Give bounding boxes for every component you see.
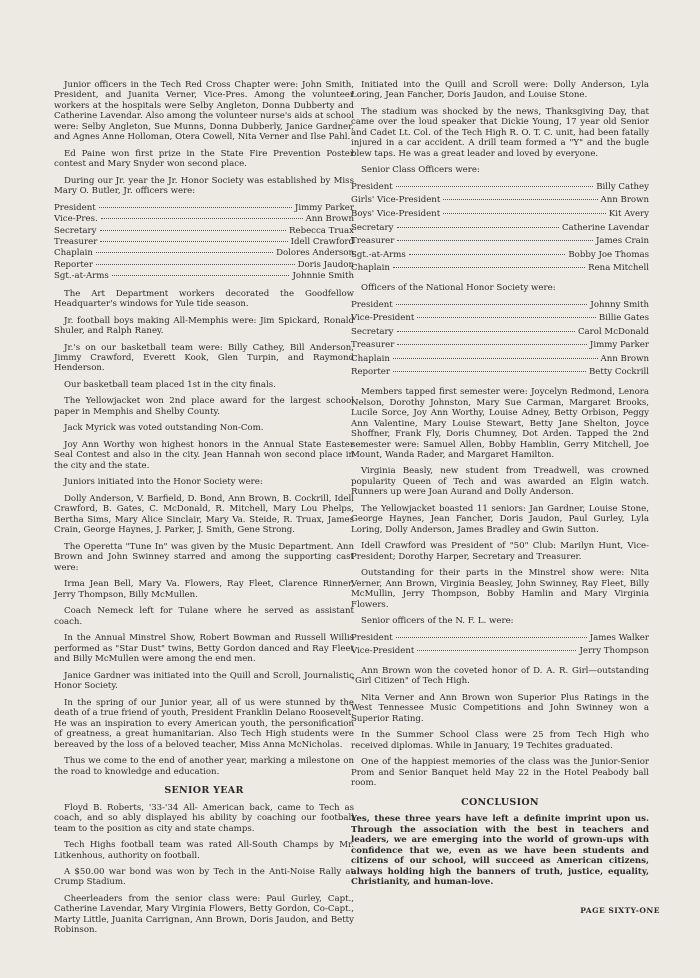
officer-name: Jimmy Parker (294, 202, 354, 213)
officer-row (54, 260, 354, 271)
officer-role: President (351, 299, 393, 310)
officer-row (351, 646, 649, 660)
paragraph-stadium: The stadium was shocked by the news, Thanksgiving Day, that came over the loud speaker that Dickie Young, 17 year old Senior and Cadet Lt. Col. of the Tech High R. O. T. C. unit, had been fatally injured in a car accident. A drill team formed a "Y" and the bugle blew taps. He was a great leader and loved by everyone. (351, 106, 649, 159)
paragraph-minstrel-outstanding: Outstanding for their parts in the Minstrel show were: Nita Verner, Ann Brown, Virginia Beasley, John Swinney, Ray Fleet, Billy McMullin, Jerry Thompson, Bobby Hamlin and Mary Virginia Flowers. (351, 568, 649, 610)
dotted-leader (396, 186, 594, 187)
officer-role: Sgt.-at-Arms (54, 271, 109, 282)
paragraph-gardner: Janice Gardner was initiated into the Quill and Scroll, Journalistic Honor Society. (54, 670, 354, 692)
officer-row (351, 367, 649, 381)
paragraph-senior-officers: Senior Class Officers were: (361, 165, 480, 176)
paragraph-cast: Irma Jean Bell, Mary Va. Flowers, Ray Fleet, Clarence Rinner, Jerry Thompson, Billy McMullen. (54, 579, 354, 600)
officer-row (351, 313, 649, 327)
officer-name: Billie Gates (598, 313, 649, 324)
dotted-leader (397, 240, 593, 241)
paragraph-fire-prevention: Ed Paine won first prize in the State Fire Prevention Poster contest and Mary Snyder won second place. (54, 148, 354, 170)
officer-row (351, 209, 649, 223)
dotted-leader (443, 199, 597, 200)
officer-role: Vice-Pres. (54, 214, 98, 225)
officer-row (351, 250, 649, 264)
officer-role: Chaplain (351, 353, 390, 364)
paragraph-war-bond: A $50.00 war bond was won by Tech in the Anti-Noise Rally at Crump Stadium. (54, 866, 354, 888)
paragraph-juniors-initiated: Juniors initiated into the Honor Society were: (64, 477, 263, 488)
paragraph-nemeck: Coach Nemeck left for Tulane where he served as assistant coach. (54, 606, 354, 627)
dotted-leader (443, 213, 606, 214)
officer-role: Chaplain (351, 263, 390, 274)
officer-role: Vice-President (351, 646, 415, 657)
paragraph-yellowjacket-seniors: The Yellowjacket boasted 11 seniors: Jan Gardner, Louise Stone, George Haynes, Jean Fancher, Doris Jaudon, Paul Gurley, Lyla Loring, Dolly Anderson, James Bradley and Gwin Sutton. (351, 503, 649, 535)
paragraph-superior: Nita Verner and Ann Brown won Superior Plus Ratings in the West Tennessee Music Competitions and John Swinney won a Superior Rating. (351, 692, 649, 724)
dotted-leader (417, 650, 576, 651)
officer-name: Billy Cathey (596, 181, 649, 192)
dotted-leader (101, 218, 303, 219)
dotted-leader (397, 227, 559, 228)
officer-role: Secretary (351, 326, 394, 337)
paragraph-beasly: Virginia Beasly, new student from Treadwell, was crowned popularity Queen of Tech and was awarded an Elgin watch. Runners up were Joan Aurand and Dolly Anderson. (351, 466, 649, 498)
officer-row (351, 633, 649, 647)
dotted-leader (397, 344, 587, 345)
officer-row (351, 300, 649, 314)
paragraph-honor-names: Dolly Anderson, V. Barfield, D. Bond, Ann Brown, B. Cockrill, Idell Crawford, B. Gates, C. McDonald, R. Mitchell, Mary Lou Phelps, Bertha Sims, Mary Alice Sinclair, Mary Va. Steide, R. Truax, James Crain, George Haynes, J. Parker, J. Smith, Gene Strong. (54, 493, 354, 536)
dotted-leader (397, 331, 575, 332)
officer-name: Dolores Anderson (276, 248, 354, 259)
officer-name: Doris Jaudon (297, 259, 354, 270)
paragraph-worthy: Joy Ann Worthy won highest honors in the Annual State Easter Seal Contest and also in the city. Jean Hannah won second place in the city and the state. (54, 439, 354, 471)
paragraph-cheerleaders: Cheerleaders from the senior class were: Paul Gurley, Capt., Catherine Lavendar, Mary Virginia Flowers, Betty Gordon, Co-Capt., Marty Little, Juanita Carrignan, Ann Brown, Doris Jaudon, and Betty Robinson. (54, 893, 354, 936)
paragraph-nhs-officers: Officers of the National Honor Society were: (361, 283, 556, 294)
officer-row (54, 226, 354, 237)
jr-honor-officers-list (54, 203, 354, 283)
dotted-leader (100, 230, 286, 231)
paragraph-jr-honor: During our Jr. year the Jr. Honor Society was established by Miss Mary O. Butler, Jr. officers were: (54, 175, 354, 197)
officer-name: Betty Cockrill (588, 367, 649, 378)
paragraph-football-boys: Jr. football boys making All-Memphis were: Jim Spickard, Ronald Shuler, and Ralph Raney. (54, 315, 354, 337)
dotted-leader (96, 264, 295, 265)
officer-role: Treasurer (351, 340, 395, 351)
officer-row (351, 182, 649, 196)
officer-name: Rena Mitchell (588, 263, 649, 274)
paragraph-art: The Art Department workers decorated the Goodfellow Headquarter's windows for Yule tide season. (54, 288, 354, 310)
officer-row (54, 237, 354, 248)
officer-name: Rebecca Truax (289, 225, 354, 236)
officer-name: Ann Brown (305, 214, 354, 225)
officer-role: Reporter (54, 259, 93, 270)
officer-row (54, 203, 354, 214)
officer-name: Carol McDonald (577, 326, 649, 337)
heading-conclusion: CONCLUSION (461, 796, 539, 808)
paragraph-prom: One of the happiest memories of the class was the Junior-Senior Prom and Senior Banquet held May 22 in the Hotel Peabody ball room. (351, 757, 649, 789)
paragraph-myrick: Jack Myrick was voted outstanding Non-Com. (64, 423, 264, 434)
officer-role: Boys' Vice-President (351, 209, 441, 220)
officer-name: Kit Avery (608, 209, 649, 220)
dotted-leader (396, 637, 587, 638)
officer-name: James Walker (589, 632, 649, 643)
officer-name: James Crain (595, 236, 649, 247)
paragraph-basketball-placed: Our basketball team placed 1st in the city finals. (64, 379, 276, 390)
dotted-leader (100, 241, 287, 242)
paragraph-members-tapped: Members tapped first semester were: Joycelyn Redmond, Lenora Nelson, Dorothy Johnston, Mary Sue Carman, Margaret Brooks, Lucile Sorce, Joy Ann Worthy, Louise Adney, Betty Orbison, Peggy Ann Valentine, Mary Louise Stewart, Betty Jane Shelton, Joyce Shoffner, Frank Fly, Doris Chumney, Dot Arden. Tapped the 2nd semester were: Samuel Allen, Bobby Hamblin, Gerry Mitchell, Joe Mount, Wanda Rader, and Margaret Hamilton. (351, 387, 649, 460)
dotted-leader (99, 207, 292, 208)
officer-row (54, 248, 354, 259)
officer-role: Treasurer (351, 236, 395, 247)
right-column (351, 80, 649, 894)
paragraph-dar: Ann Brown won the coveted honor of D. A. R. Girl—outstanding "Girl Citizen" of Tech High. (351, 665, 649, 687)
officer-row (351, 195, 649, 209)
officer-name: Jerry Thompson (579, 646, 649, 657)
page-number: PAGE SIXTY-ONE (580, 906, 660, 915)
officer-role: Chaplain (54, 248, 93, 259)
officer-name: Ann Brown (600, 353, 649, 364)
officer-role: Secretary (351, 222, 394, 233)
left-column (54, 80, 354, 942)
paragraph-quill: Initiated into the Quill and Scroll were: Dolly Anderson, Lyla Loring, Jean Fancher, Doris Jaudon, and Louise Stone. (351, 80, 649, 101)
officer-role: Sgt.-at-Arms (351, 249, 406, 260)
paragraph-minstrel: In the Annual Minstrel Show, Robert Bowman and Russell Willis performed as "Star Dust" twins, Betty Gordon danced and Ray Fleet and Billy McMullen were among the end men. (54, 633, 354, 665)
nhs-officers-list (351, 300, 649, 382)
officer-role: Treasurer (54, 237, 98, 248)
officer-role: Reporter (351, 367, 390, 378)
dotted-leader (409, 254, 566, 255)
officer-row (54, 271, 354, 282)
officer-name: Jimmy Parker (589, 340, 649, 351)
officer-row (351, 223, 649, 237)
officer-name: Ann Brown (600, 195, 649, 206)
paragraph-conclusion: Yes, these three years have left a definite imprint upon us. Through the association with the best in teachers and leaders, we are emerging into the world of grown-ups with confidence that we, even as we have been students and citizens of our school, will succeed as American citizens, always holding high the banners of truth, justice, equality, Christianity, and human-love. (351, 814, 649, 888)
officer-name: Catherine Lavendar (561, 222, 649, 233)
officer-role: Girls' Vice-President (351, 195, 441, 206)
nfl-officers-list (351, 633, 649, 660)
officer-role: President (351, 181, 393, 192)
dotted-leader (393, 371, 586, 372)
paragraph-nfl: Senior officers of the N. F. L. were: (361, 616, 514, 627)
dotted-leader (393, 358, 598, 359)
officer-role: Secretary (54, 225, 97, 236)
paragraph-roberts: Floyd B. Roberts, '33-'34 All- American back, came to Tech as coach, and so ably displayed his ability by coaching our football team to the position as city and state champs. (54, 802, 354, 834)
heading-senior-year: SENIOR YEAR (164, 784, 244, 796)
officer-role: Vice-President (351, 313, 415, 324)
paragraph-milestone: Thus we come to the end of another year, marking a milestone on the road to knowledge and education. (54, 756, 354, 777)
dotted-leader (393, 267, 585, 268)
dotted-leader (396, 304, 588, 305)
officer-role: President (351, 632, 393, 643)
officer-row (351, 354, 649, 368)
paragraph-spring: In the spring of our Junior year, all of us were stunned by the death of a true friend of youth, President Franklin Delano Roosevelt. He was an inspiration to every American youth, the personification of greatness, a great humanitarian. Also Tech High students were bereaved by the loss of a beloved teacher, Miss Anna McNicholas. (54, 697, 354, 750)
officer-name: Johnny Smith (590, 299, 649, 310)
paragraph-red-cross: Junior officers in the Tech Red Cross Chapter were: John Smith, President, and Juanita Verner, Vice-Pres. Among the volunteer workers at the hospitals were Selby Angleton, Donna Dubberty and Catherine Lavendar. Also among the volunteer nurse's aids at school were: Selby Angleton, Sue Munns, Donna Dubberly, Janice Gardner, and Agnes Anne Holloman, Otera Cowell, Nita Verner and Ilse Pahl. (54, 80, 354, 143)
officer-role: President (54, 202, 96, 213)
paragraph-all-south: Tech Highs football team was rated All-South Champs by Mr. Litkenhous, authority on football. (54, 840, 354, 861)
officer-name: Johnnie Smith (292, 271, 354, 282)
officer-row (351, 340, 649, 354)
officer-row (351, 263, 649, 277)
paragraph-yellowjacket-award: The Yellowjacket won 2nd place award for the largest school paper in Memphis and Shelby County. (54, 396, 354, 417)
senior-officers-list (351, 182, 649, 277)
paragraph-basketball: Jr.'s on our basketball team were: Billy Cathey, Bill Anderson, Jimmy Crawford, Everett Kook, Glen Turpin, and Raymond Henderson. (54, 342, 354, 374)
dotted-leader (112, 275, 290, 276)
dotted-leader (417, 317, 596, 318)
paragraph-summer: In the Summer School Class were 25 from Tech High who received diplomas. While in January, 19 Techites graduated. (351, 730, 649, 751)
officer-name: Idell Crawford (290, 237, 354, 248)
officer-row (54, 214, 354, 225)
paragraph-operetta: The Operetta "Tune In" was given by the Music Department. Ann Brown and John Swinney starred and among the supporting cast were: (54, 541, 354, 573)
dotted-leader (96, 252, 273, 253)
officer-row (351, 236, 649, 250)
paragraph-club50: Idell Crawford was President of "50" Club: Marilyn Hunt, Vice-President; Dorothy Harper, Secretary and Treasurer. (351, 541, 649, 562)
officer-row (351, 327, 649, 341)
officer-name: Bobby Joe Thomas (568, 249, 649, 260)
